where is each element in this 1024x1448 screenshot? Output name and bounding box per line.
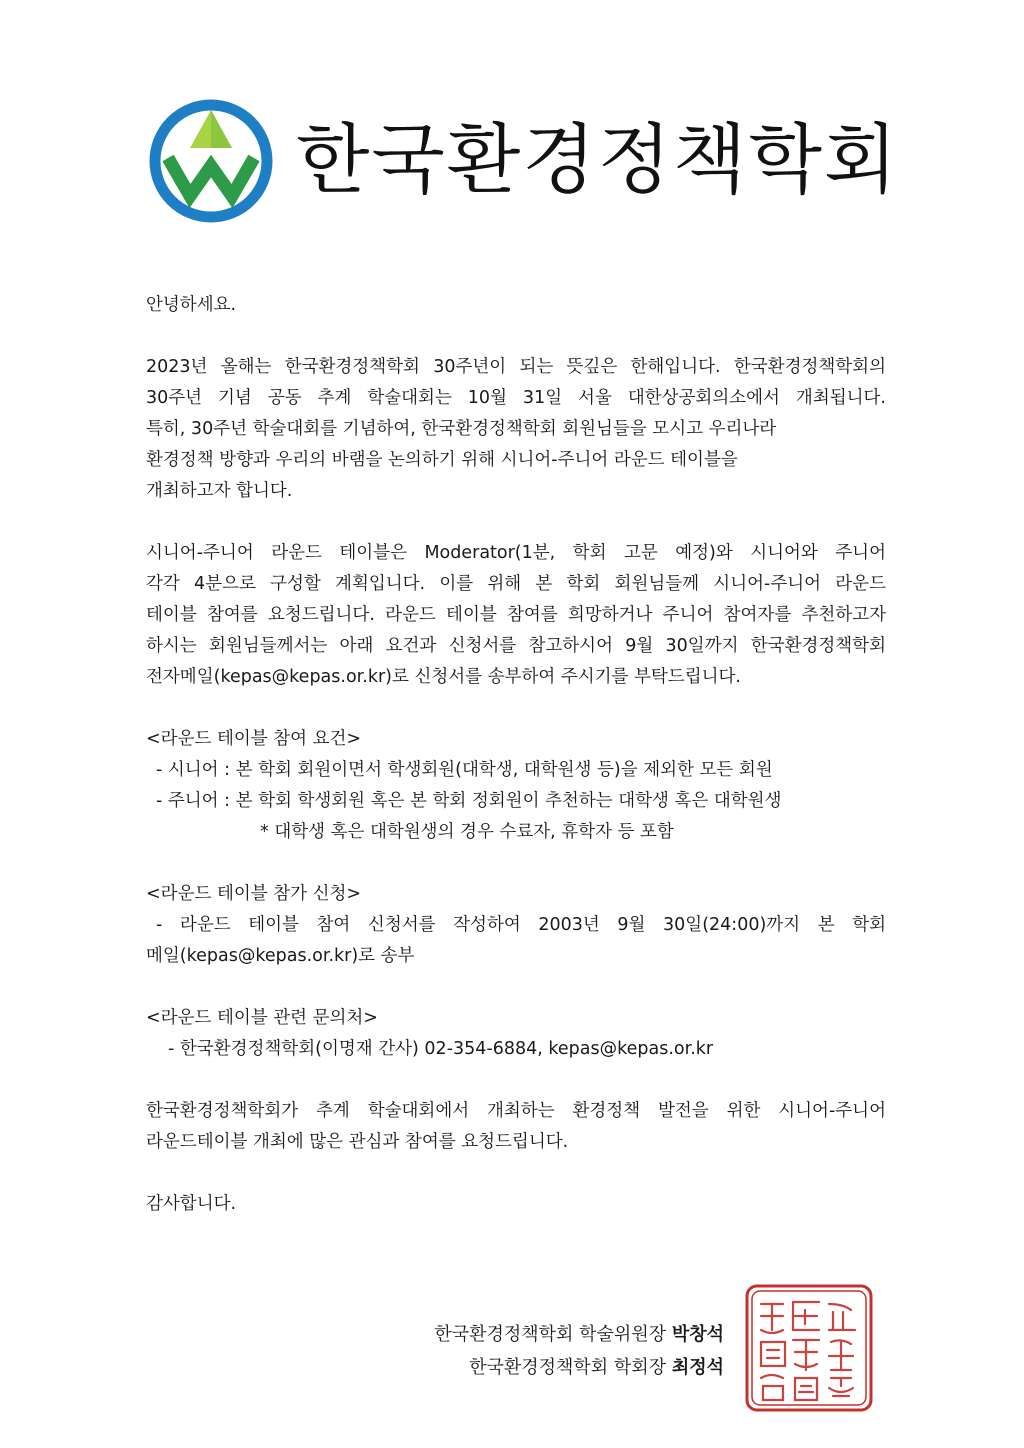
para1-line2: 30주년 기념 공동 추계 학술대회는 10월 31일 서울 대한상공회의소에서 개최됩니다. bbox=[146, 388, 886, 408]
signature-title-2: 한국환경정책학회 학회장 bbox=[469, 1357, 667, 1378]
thanks: 감사합니다. bbox=[146, 1194, 237, 1214]
requirement-senior: - 시니어 : 본 학회 회원이면서 학생회원(대학생, 대학원생 등)을 제외한 모든 회원 bbox=[156, 760, 773, 780]
para2-line2: 각각 4분으로 구성할 계획입니다. 이를 위해 본 학회 회원님들께 시니어-주니어 라운드 bbox=[146, 574, 886, 594]
contact-heading: <라운드 테이블 관련 문의처> bbox=[146, 1008, 378, 1028]
application-line1: - 라운드 테이블 참여 신청서를 작성하여 2003년 9월 30일(24:00)까지 본 학회 bbox=[156, 915, 886, 935]
official-seal bbox=[743, 1282, 875, 1414]
requirement-junior: - 주니어 : 본 학회 학생회원 혹은 본 학회 정회원이 추천하는 대학생 혹은 대학원생 bbox=[156, 791, 782, 811]
contact-line: - 한국환경정책학회(이명재 간사) 02-354-6884, kepas@kepas.or.kr bbox=[168, 1039, 714, 1059]
application-heading: <라운드 테이블 참가 신청> bbox=[146, 884, 362, 904]
letter-body bbox=[146, 290, 886, 1220]
signature-line-1 bbox=[434, 1318, 724, 1351]
closing-line1: 한국환경정책학회가 추계 학술대회에서 개최하는 환경정책 발전을 위한 시니어-주니어 bbox=[146, 1101, 886, 1121]
logo-mid-triangle bbox=[211, 110, 232, 148]
closing-line2: 라운드테이블 개최에 많은 관심과 참여를 요청드립니다. bbox=[146, 1132, 569, 1152]
logo-chevron bbox=[168, 158, 254, 196]
para2-line5: 전자메일(kepas@kepas.or.kr)로 신청서를 송부하여 주시기를 부탁드립니다. bbox=[146, 667, 741, 687]
signature-title-1: 한국환경정책학회 학술위원장 bbox=[434, 1324, 667, 1345]
requirement-note: * 대학생 혹은 대학원생의 경우 수료자, 휴학자 등 포함 bbox=[260, 822, 674, 842]
application-line2: 메일(kepas@kepas.or.kr)로 송부 bbox=[146, 946, 415, 966]
signature-block bbox=[434, 1318, 724, 1384]
signature-name-2: 최정석 bbox=[671, 1357, 724, 1378]
para2-line4: 하시는 회원님들께서는 아래 요건과 신청서를 참고하시어 9월 30일까지 한국환경정책학회 bbox=[146, 636, 886, 656]
para1-line4: 환경정책 방향과 우리의 바램을 논의하기 위해 시니어-주니어 라운드 테이블을 bbox=[146, 450, 738, 470]
para2-line3: 테이블 참여를 요청드립니다. 라운드 테이블 참여를 희망하거나 주니어 참여자를 추천하고자 bbox=[146, 605, 886, 625]
greeting: 안녕하세요. bbox=[146, 295, 237, 315]
requirements-heading: <라운드 테이블 참여 요건> bbox=[146, 729, 362, 749]
page-title: 한국환경정책학회 bbox=[296, 115, 900, 204]
signature-line-2 bbox=[434, 1351, 724, 1384]
para1-line1: 2023년 올해는 한국환경정책학회 30주년이 되는 뜻깊은 한해입니다. 한국환경정책학회의 bbox=[146, 357, 886, 377]
letterhead bbox=[146, 96, 900, 226]
signature-name-1: 박창석 bbox=[671, 1324, 724, 1345]
society-logo bbox=[146, 96, 276, 226]
para1-line5: 개최하고자 합니다. bbox=[146, 481, 293, 501]
para2-line1: 시니어-주니어 라운드 테이블은 Moderator(1분, 학회 고문 예정)와 시니어와 주니어 bbox=[146, 543, 886, 563]
para1-line3: 특히, 30주년 학술대회를 기념하여, 한국환경정책학회 회원님들을 모시고 우리나라 bbox=[146, 419, 777, 439]
